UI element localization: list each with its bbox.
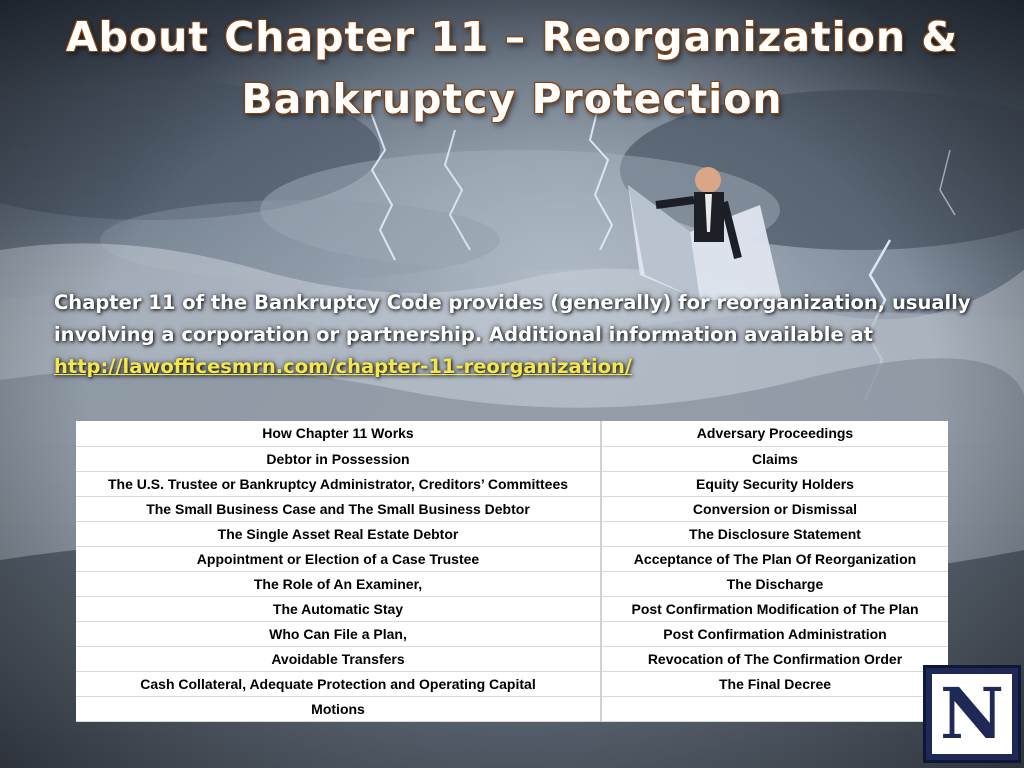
- topic-cell[interactable]: Avoidable Transfers: [76, 646, 601, 671]
- topic-cell[interactable]: Debtor in Possession: [76, 446, 601, 471]
- topic-cell[interactable]: Revocation of The Confirmation Order: [601, 646, 948, 671]
- chapter-11-info-link[interactable]: http://lawofficesmrn.com/chapter-11-reorganization/: [54, 355, 633, 378]
- topic-cell[interactable]: Post Confirmation Administration: [601, 621, 948, 646]
- logo-panel: [932, 674, 1012, 754]
- table-row: [76, 421, 948, 446]
- table-row: [76, 596, 948, 621]
- slide-title: [0, 6, 1024, 130]
- topic-cell[interactable]: The Single Asset Real Estate Debtor: [76, 521, 601, 546]
- topic-cell[interactable]: Post Confirmation Modification of The Plan: [601, 596, 948, 621]
- empty-cell: [601, 696, 948, 721]
- topic-cell[interactable]: Conversion or Dismissal: [601, 496, 948, 521]
- slide-title-line-1: About Chapter 11 – Reorganization &: [65, 13, 959, 61]
- topic-cell[interactable]: The Role of An Examiner,: [76, 571, 601, 596]
- table-row: [76, 471, 948, 496]
- topic-cell[interactable]: The U.S. Trustee or Bankruptcy Administrator, Creditors’ Committees: [76, 471, 601, 496]
- topic-cell[interactable]: Equity Security Holders: [601, 471, 948, 496]
- topic-cell[interactable]: Acceptance of The Plan Of Reorganization: [601, 546, 948, 571]
- table-row: [76, 546, 948, 571]
- table-row: [76, 446, 948, 471]
- topic-cell[interactable]: The Final Decree: [601, 671, 948, 696]
- topic-cell[interactable]: Motions: [76, 696, 601, 721]
- topic-cell[interactable]: The Disclosure Statement: [601, 521, 948, 546]
- table-row: [76, 521, 948, 546]
- topic-cell[interactable]: Claims: [601, 446, 948, 471]
- topic-cell[interactable]: Who Can File a Plan,: [76, 621, 601, 646]
- topic-cell[interactable]: The Automatic Stay: [76, 596, 601, 621]
- table-row: [76, 571, 948, 596]
- intro-text: Chapter 11 of the Bankruptcy Code provides (generally) for reorganization, usually involving a corporation or partnership. Additional information available at: [54, 291, 971, 346]
- topic-cell[interactable]: Cash Collateral, Adequate Protection and Operating Capital: [76, 671, 601, 696]
- topic-cell[interactable]: The Small Business Case and The Small Business Debtor: [76, 496, 601, 521]
- logo-letter: N: [940, 672, 1004, 755]
- table-row: [76, 646, 948, 671]
- topic-cell[interactable]: How Chapter 11 Works: [76, 421, 601, 446]
- chapter-11-topics-table: [76, 421, 948, 722]
- law-office-logo: [923, 665, 1021, 763]
- topic-cell[interactable]: The Discharge: [601, 571, 948, 596]
- table-row: [76, 696, 948, 721]
- topic-cell[interactable]: Appointment or Election of a Case Trustee: [76, 546, 601, 571]
- topic-cell[interactable]: Adversary Proceedings: [601, 421, 948, 446]
- intro-paragraph: [54, 287, 994, 383]
- table-row: [76, 496, 948, 521]
- table-row: [76, 621, 948, 646]
- slide-title-line-2: Bankruptcy Protection: [241, 75, 783, 123]
- table-row: [76, 671, 948, 696]
